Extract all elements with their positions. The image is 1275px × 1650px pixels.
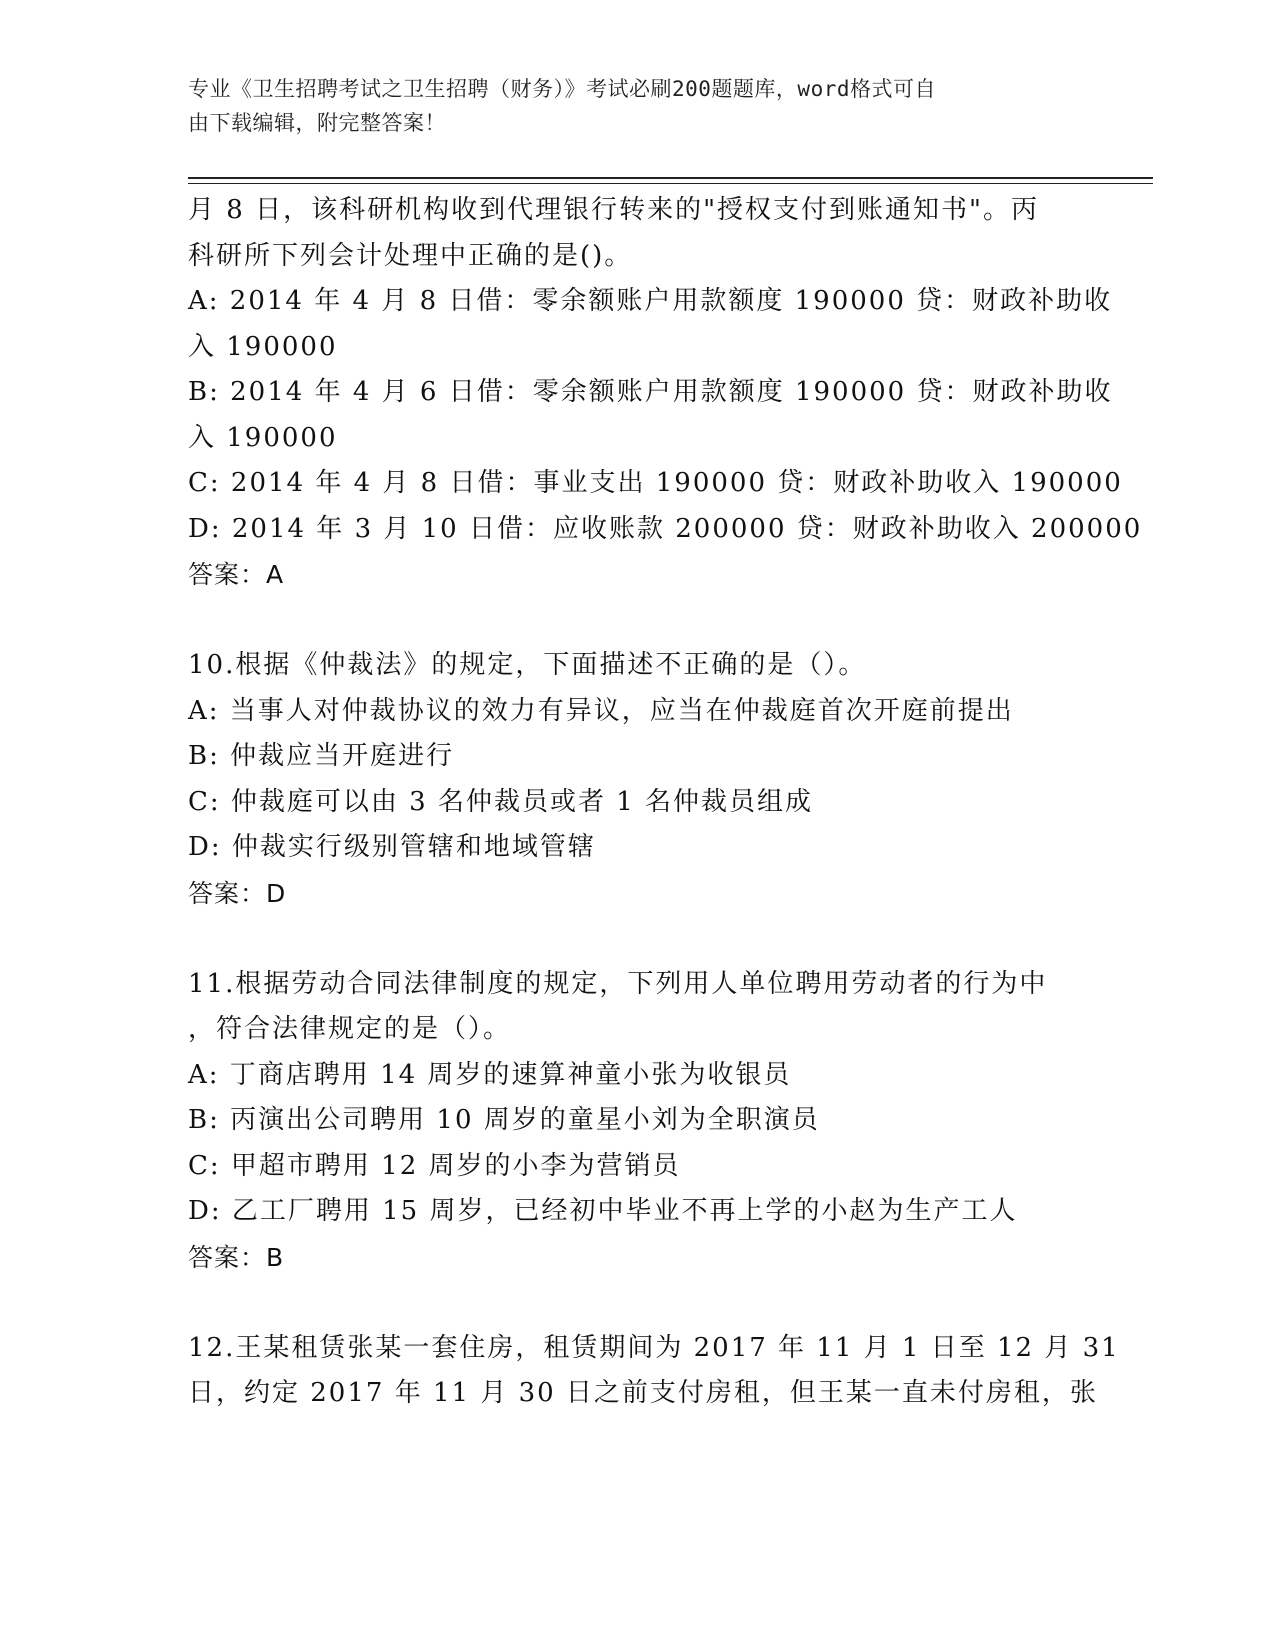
option-line: B: 仲裁应当开庭进行 bbox=[188, 741, 455, 771]
question-text-line: ，符合法律规定的是（）。 bbox=[188, 1014, 512, 1044]
header-line-1: 专业《卫生招聘考试之卫生招聘（财务）》考试必刷200题题库，word格式可自 bbox=[188, 77, 936, 101]
spacer bbox=[188, 598, 1068, 644]
spacer bbox=[188, 916, 1068, 962]
option-line: D: 2014 年 3 月 10 日借：应收账款 200000 贷：财政补助收入 200000 bbox=[188, 513, 1143, 544]
header-line-2: 由下载编辑，附完整答案！ bbox=[188, 111, 446, 135]
option-line: B: 丙演出公司聘用 10 周岁的童星小刘为全职演员 bbox=[188, 1105, 820, 1135]
question-12 bbox=[188, 1326, 1120, 1417]
option-line: C: 仲裁庭可以由 3 名仲裁员或者 1 名仲裁员组成 bbox=[188, 786, 814, 817]
option-line: 入 190000 bbox=[188, 422, 338, 453]
document-body bbox=[188, 188, 1143, 1417]
question-text-line: 12.王某租赁张某一套住房，租赁期间为 2017 年 11 月 1 日至 12 月 31 bbox=[188, 1332, 1120, 1363]
header-rule-bottom bbox=[188, 183, 1153, 184]
option-line: D: 仲裁实行级别管辖和地域管辖 bbox=[188, 832, 596, 862]
option-line: D: 乙工厂聘用 15 周岁，已经初中毕业不再上学的小赵为生产工人 bbox=[188, 1196, 1018, 1226]
question-text-line: 月 8 日，该科研机构收到代理银行转来的"授权支付到账通知书"。丙 bbox=[188, 195, 1039, 225]
question-text-line: 10.根据《仲裁法》的规定，下面描述不正确的是（）。 bbox=[188, 650, 867, 680]
answer-line: 答案：A bbox=[188, 560, 285, 589]
header-rule-top bbox=[188, 177, 1153, 179]
option-line: A: 当事人对仲裁协议的效力有异议，应当在仲裁庭首次开庭前提出 bbox=[188, 695, 1014, 726]
question-text-line: 11.根据劳动合同法律制度的规定，下列用人单位聘用劳动者的行为中 bbox=[188, 968, 1048, 999]
document-header bbox=[188, 72, 1068, 140]
question-text-line: 科研所下列会计处理中正确的是()。 bbox=[188, 240, 633, 271]
question-9 bbox=[188, 188, 1143, 598]
option-line: C: 2014 年 4 月 8 日借：事业支出 190000 贷：财政补助收入 190000 bbox=[188, 468, 1123, 498]
answer-line: 答案：B bbox=[188, 1242, 285, 1272]
option-line: B: 2014 年 4 月 6 日借：零余额账户用款额度 190000 贷：财政补助收 bbox=[188, 377, 1113, 407]
option-line: 入 190000 bbox=[188, 331, 338, 362]
question-11 bbox=[188, 962, 1068, 1281]
answer-line: 答案：D bbox=[188, 878, 287, 908]
option-line: A: 丁商店聘用 14 周岁的速算神童小张为收银员 bbox=[188, 1059, 792, 1090]
question-10 bbox=[188, 643, 1068, 916]
option-line: A: 2014 年 4 月 8 日借：零余额账户用款额度 190000 贷：财政补助收 bbox=[188, 286, 1113, 316]
option-line: C: 甲超市聘用 12 周岁的小李为营销员 bbox=[188, 1150, 681, 1181]
question-text-line: 日，约定 2017 年 11 月 30 日之前支付房租，但王某一直未付房租，张 bbox=[188, 1378, 1098, 1408]
spacer bbox=[188, 1280, 1068, 1326]
